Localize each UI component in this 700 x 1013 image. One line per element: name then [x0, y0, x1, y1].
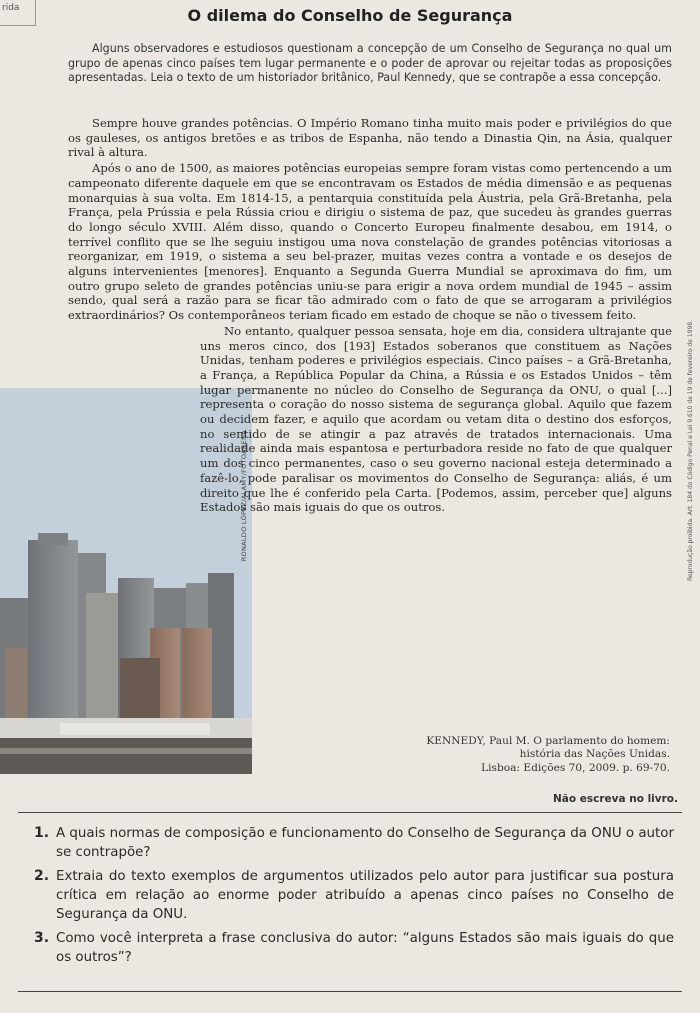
question-number: 1. [34, 825, 50, 841]
text-paragraph: Após o ano de 1500, as maiores potências europeias sempre foram vistas como pertencendo a um campeonato diferente daquele em que se encontravam os Estados de média dimensão e as pequenas monarquias à sua volta. Em 1814-15, a pentarquia constituída pela Áustria, pela Grã-Bretanha, pela França, pela Prússia e pela Rússia criou e dirigiu o sistema de paz, que sucedeu às grandes guerras do longo século XVIII. Além disso, quando o Concerto Europeu finalmente desabou, em 1914, o terrível conflito que se lhe seguiu instigou uma nova constelação de grandes potências vitoriosas a reorganizar, em 1919, o sistema a seu bel-prazer, muitas vezes contra a vontade e os desejos de alguns intervenientes [menores]. Enquanto a Segunda Guerra Mundial se aproximava do fim, um outro grupo seleto de grandes potências uniu-se para erigir a nova ordem mundial de 1945 – assim sendo, qual será a razão para se ficar tão admirado com o fato de que se arrogaram a privilégios extraordinários? Os contemporâneos teriam ficado em estado de choque se não o tivessem feito. [68, 161, 672, 323]
section-tab-label: rida [0, 0, 36, 26]
intro-text [68, 42, 672, 86]
text-paragraph: Sempre houve grandes potências. O Império Romano tinha muito mais poder e privilégios do que os gauleses, os antigos bretões e as tribos de Espanha, não tendo a Dinastia Qin, na Ásia, qualquer rival à altura. [68, 116, 672, 160]
page-title: O dilema do Conselho de Segurança [187, 6, 513, 25]
divider-top [18, 812, 682, 813]
question-item [34, 929, 674, 967]
question-item [34, 824, 674, 862]
citation-line: história das Nações Unidas. [519, 748, 670, 761]
text-paragraph: No entanto, qualquer pessoa sensata, hoje em dia, considera ultrajante que uns meros cinco, dos [193] Estados soberanos que constituem as Nações Unidas, tenham poderes e privilégios especiais. Cinco países – a Grã-Bretanha, a França, a República Popular da China, a Rússia e os Estados Unidos – têm lugar permanente no núcleo do Conselho de Segurança da ONU, o qual [...] representa o coração do nosso sistema de segurança global. Aquilo que fazem ou decidem fazer, e aquilo que acordam ou vetam dita o destino dos esforços, no sentido de se atingir a paz através de tratados internacionais. Uma realidade ainda mais espantosa e perturbadora reside no fato de que qualquer um dos cinco permanentes, caso o seu governo nacional esteja determinado a fazê-lo, pode paralisar os movimentos do Conselho de Segurança: aliás, é um direito que lhe é conferido pela Carta. [Podemos, assim, perceber que] alguns Estados são mais iguais do que os outros. [200, 323, 672, 515]
question-text: A quais normas de composição e funcionamento do Conselho de Segurança da ONU o autor se contrapõe? [56, 826, 674, 860]
citation-line: KENNEDY, Paul M. O parlamento do homem: [426, 735, 670, 747]
question-list [34, 824, 674, 972]
photo-spacer [0, 324, 190, 704]
question-number: 2. [34, 868, 50, 884]
question-text: Como você interpreta a frase conclusiva do autor: “alguns Estados são mais iguais do que os outros”? [56, 931, 674, 965]
main-text [68, 116, 672, 704]
question-number: 3. [34, 930, 50, 946]
intro-paragraph: Alguns observadores e estudiosos questionam a concepção de um Conselho de Segurança no qual um grupo de apenas cinco países tem lugar permanente e o poder de aprovar ou rejeitar todas as proposições apresentadas. Leia o texto de um historiador britânico, Paul Kennedy, que se contrapõe a essa concepção. [68, 42, 672, 85]
citation-line: Lisboa: Edições 70, 2009. p. 69-70. [481, 761, 670, 774]
divider-bottom [18, 991, 682, 992]
question-item [34, 867, 674, 924]
legal-notice: Reprodução proibida. Art. 184 do Código Penal e Lei 9.610 de 19 de fevereiro de 1998. [687, 320, 694, 581]
no-write-notice: Não escreva no livro. [553, 793, 678, 805]
citation [426, 735, 670, 775]
question-text: Extraia do texto exemplos de argumentos utilizados pelo autor para justificar sua postura crítica em relação ao enorme poder atribuído a apenas cinco países no Conselho de Segurança da ONU. [56, 869, 674, 922]
photo-credit: RONALDO LÓPEZ/ALAMY/FOTOARENA [240, 430, 248, 562]
